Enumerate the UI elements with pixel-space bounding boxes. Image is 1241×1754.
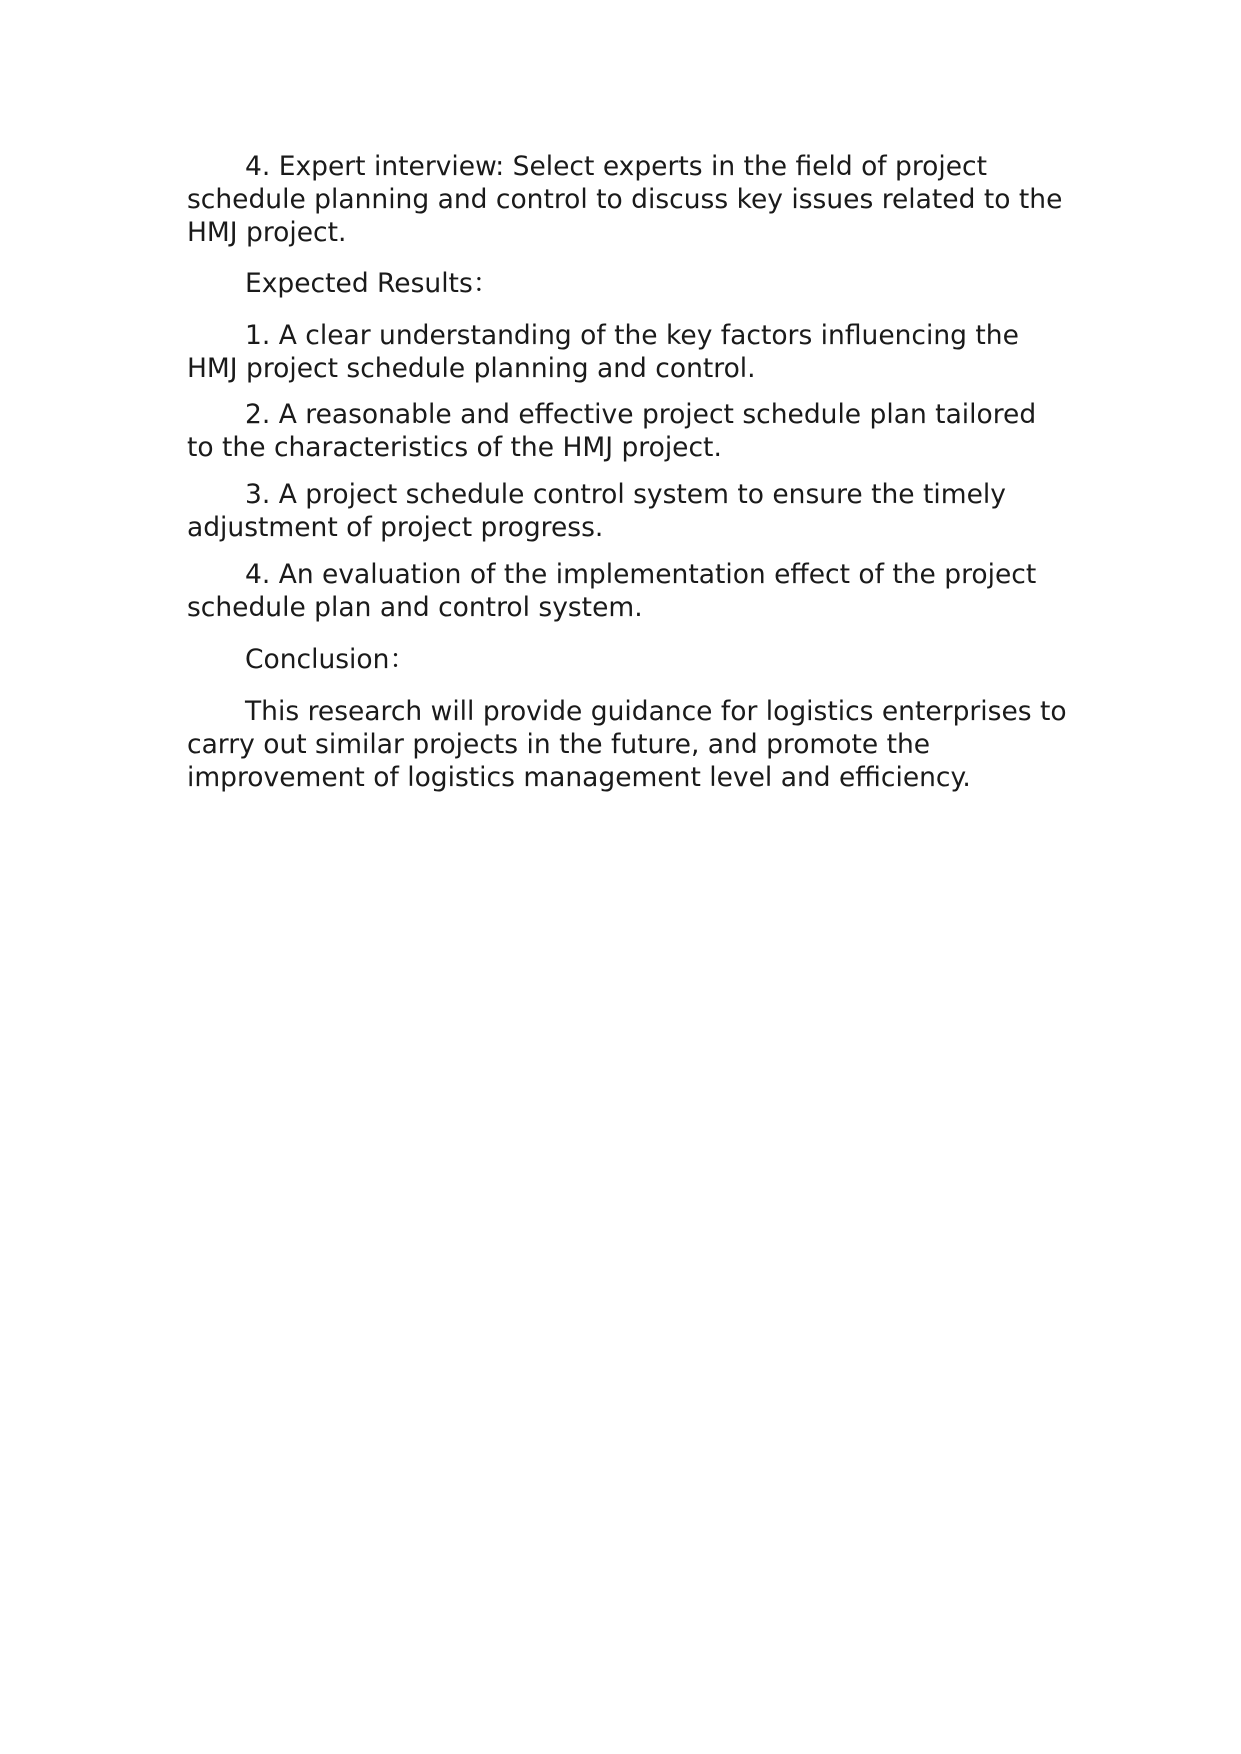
paragraph-expert-interview: 4. Expert interview: Select experts in the field of project schedule planning and control to discuss key issues related to the HMJ project. [187, 151, 1071, 248]
paragraph-result-1: 1. A clear understanding of the key factors influencing the HMJ project schedule planning and control. [187, 320, 1028, 384]
paragraph-result-4: 4. An evaluation of the implementation effect of the project schedule plan and control system. [187, 559, 1045, 623]
document-body [187, 150, 1076, 794]
paragraph-result-3: 3. A project schedule control system to ensure the timely adjustment of project progress. [187, 479, 1015, 543]
paragraph-result-2: 2. A reasonable and effective project schedule plan tailored to the characteristics of the HMJ project. [187, 399, 1045, 463]
heading-expected-results: Expected Results： [245, 268, 500, 299]
paragraph-conclusion: This research will provide guidance for logistics enterprises to carry out similar projects in the future, and promote the improvement of logistics management level and efficiency. [187, 696, 1076, 793]
heading-conclusion: Conclusion： [245, 644, 416, 675]
